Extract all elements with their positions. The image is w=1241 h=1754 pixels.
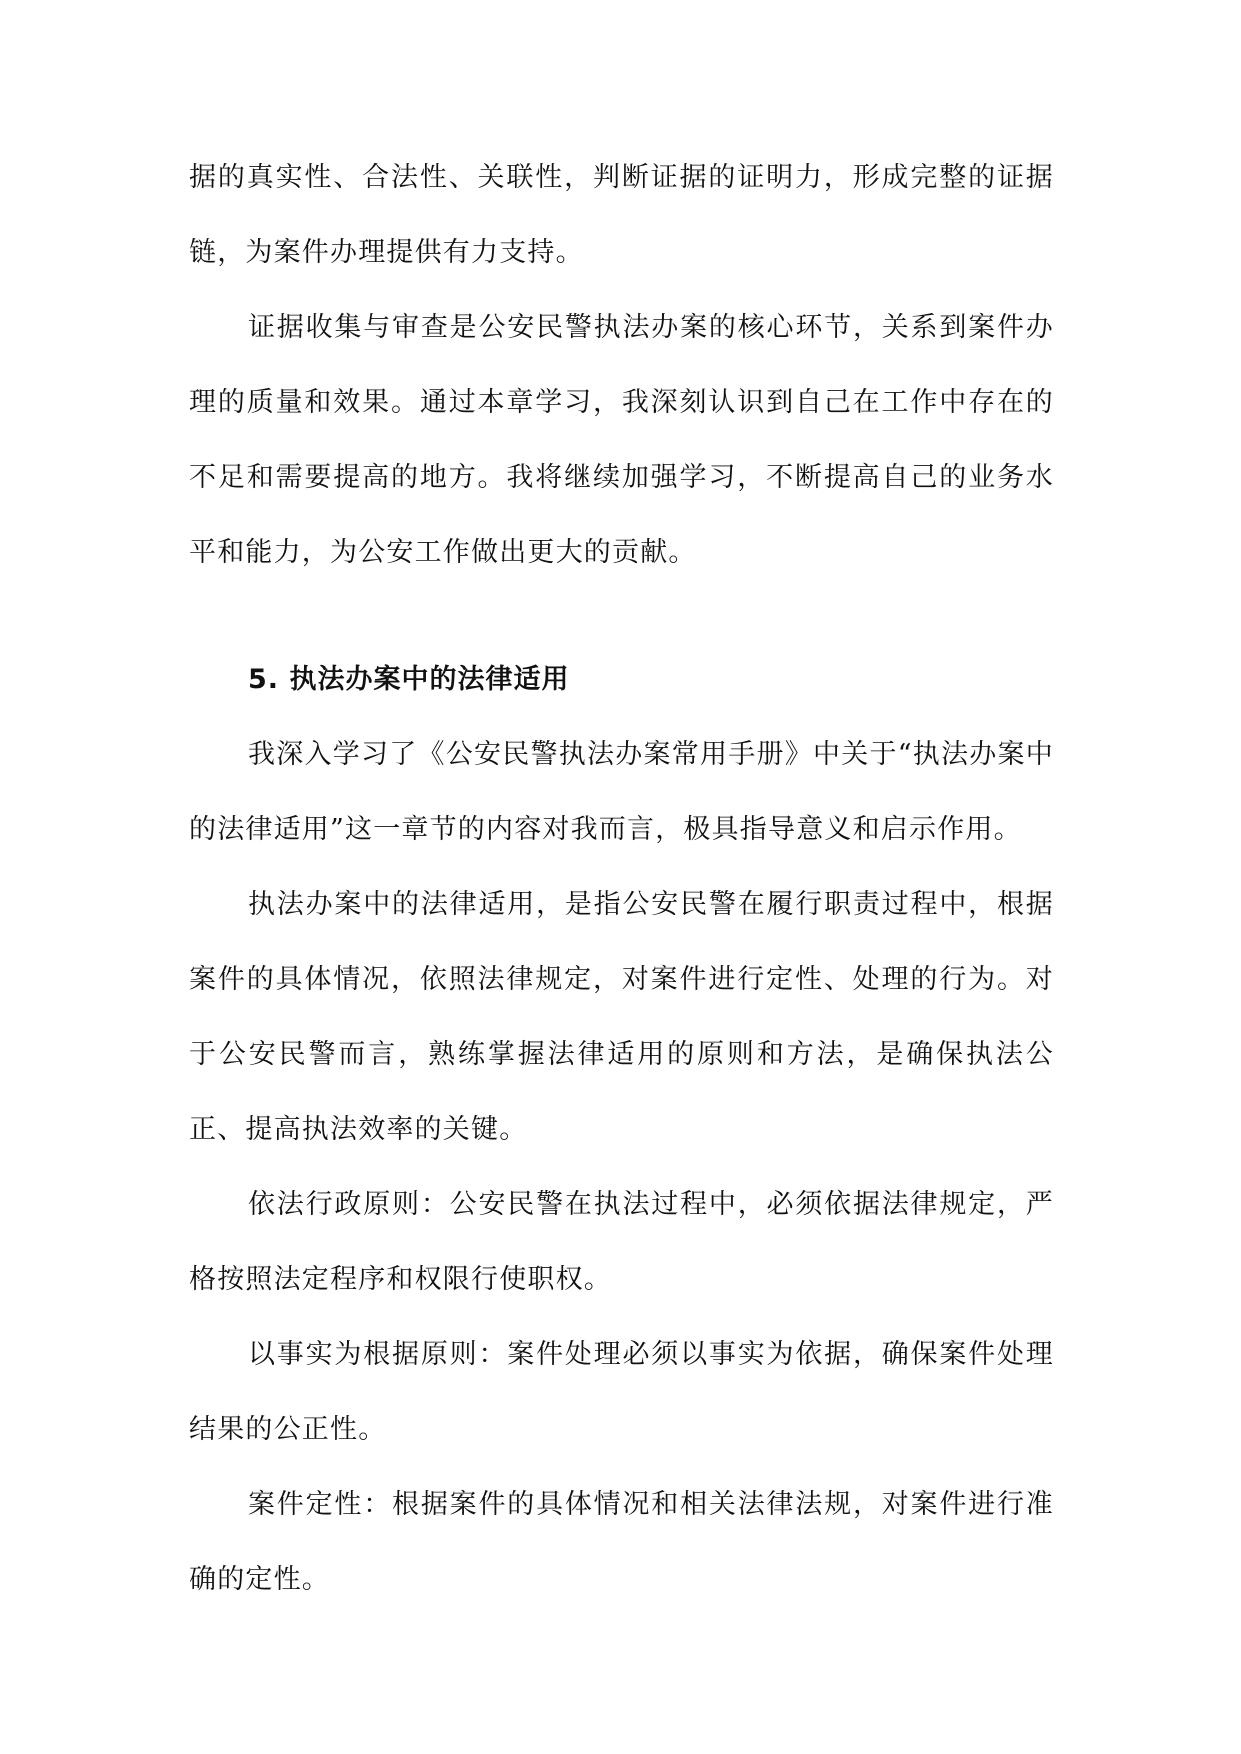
paragraph-continuation: 据的真实性、合法性、关联性，判断证据的证明力，形成完整的证据链，为案件办理提供有力支持。: [189, 162, 1054, 268]
section-spacer: [189, 590, 1054, 642]
section-heading: [189, 642, 1054, 717]
paragraph-definition: 执法办案中的法律适用，是指公安民警在履行职责过程中，根据案件的具体情况，依照法律规定，对案件进行定性、处理的行为。对于公安民警而言，熟练掌握法律适用的原则和方法，是确保执法公正、提高执法效率的关键。: [189, 889, 1054, 1145]
section-title: 执法办案中的法律适用: [289, 664, 570, 695]
document-body: [189, 140, 1054, 1617]
paragraph-case-classification: 案件定性：根据案件的具体情况和相关法律法规，对案件进行准确的定性。: [189, 1489, 1054, 1595]
section-number: 5.: [248, 664, 280, 695]
paragraph-principle-facts: 以事实为根据原则：案件处理必须以事实为依据，确保案件处理结果的公正性。: [189, 1339, 1054, 1445]
paragraph-intro: 我深入学习了《公安民警执法办案常用手册》中关于“执法办案中的法律适用”这一章节的内容对我而言，极具指导意义和启示作用。: [189, 739, 1054, 845]
paragraph-principle-legal-administration: 依法行政原则：公安民警在执法过程中，必须依据法律规定，严格按照法定程序和权限行使职权。: [189, 1189, 1054, 1295]
paragraph-evidence-summary: 证据收集与审查是公安民警执法办案的核心环节，关系到案件办理的质量和效果。通过本章学习，我深刻认识到自己在工作中存在的不足和需要提高的地方。我将继续加强学习，不断提高自己的业务水平和能力，为公安工作做出更大的贡献。: [189, 312, 1054, 568]
